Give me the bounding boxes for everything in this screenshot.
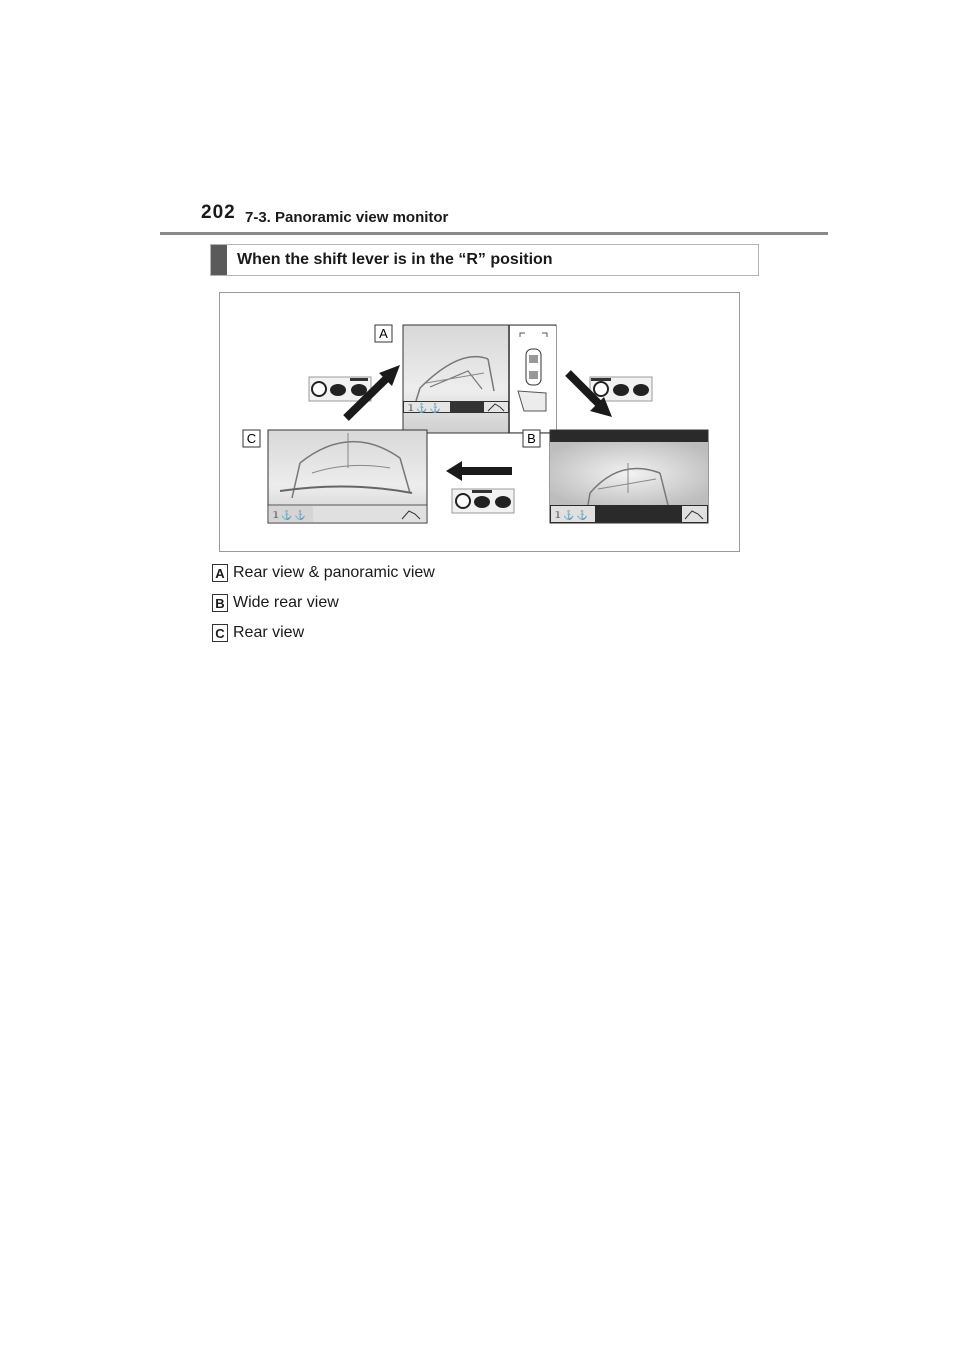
heading-marker: [211, 245, 227, 275]
legend-badge: B: [212, 594, 228, 612]
view-switch-icon-bottom: [452, 489, 514, 513]
screen-a-rear-panoramic: [403, 325, 556, 433]
legend-badge: A: [212, 564, 228, 582]
legend-item-a: [212, 563, 435, 583]
screen-b-wide-rear: [550, 430, 708, 523]
section-title: 7-3. Panoramic view monitor: [245, 209, 449, 226]
label-a: [375, 325, 392, 342]
screen-c-rear: [268, 430, 427, 523]
legend-text: Rear view: [233, 624, 305, 641]
legend-badge: C: [212, 624, 228, 642]
label-b: [523, 430, 540, 447]
legend-text: Wide rear view: [233, 594, 339, 611]
view-switch-icon-upper-right: [590, 377, 652, 401]
svg-text:B: B: [527, 431, 536, 446]
svg-text:A: A: [379, 326, 388, 341]
svg-text:C: C: [246, 431, 257, 446]
page-number: 202: [201, 202, 236, 223]
legend-text: Rear view & panoramic view: [233, 564, 435, 581]
heading-text: When the shift lever is in the “R” position: [237, 251, 553, 268]
legend-item-c: [212, 623, 304, 643]
arrow-to-c: [446, 461, 512, 481]
svg-text:𝟙 ⚓ ⚓: 𝟙 ⚓ ⚓: [408, 403, 442, 413]
camera-view-diagram: [219, 292, 740, 552]
svg-text:𝟙 ⚓ ⚓: 𝟙 ⚓ ⚓: [273, 510, 307, 520]
legend-item-b: [212, 593, 339, 613]
section-heading: [210, 244, 759, 276]
label-c: [243, 430, 260, 447]
svg-text:𝟙 ⚓ ⚓: 𝟙 ⚓ ⚓: [555, 510, 589, 520]
header-divider: [160, 232, 828, 235]
